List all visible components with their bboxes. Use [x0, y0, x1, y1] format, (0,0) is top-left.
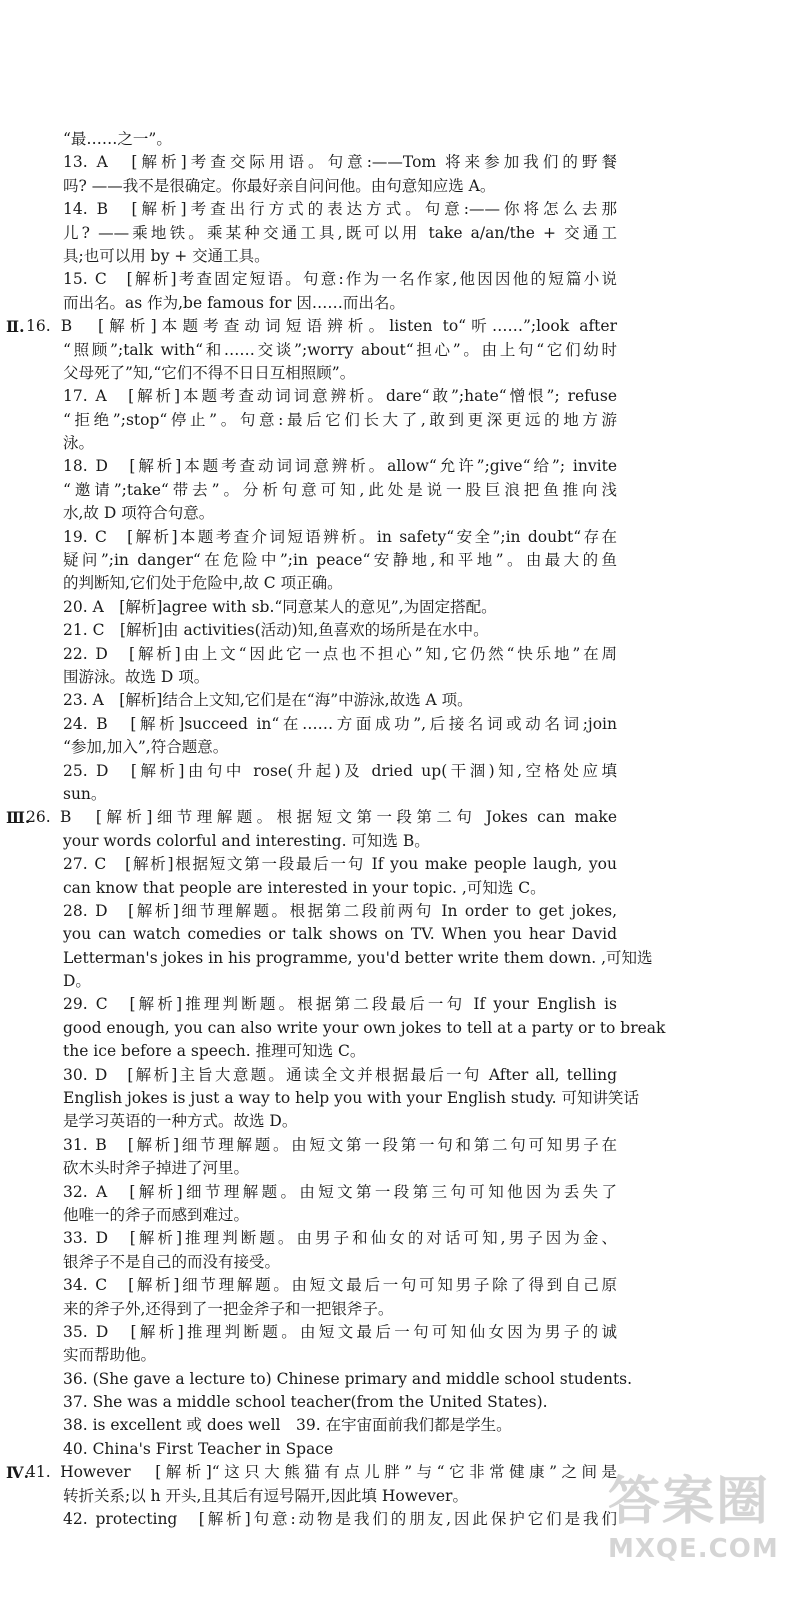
text-line [0, 1157, 803, 1180]
line-text: 36. (She gave a lecture to) Chinese primary and middle school students. [63, 1369, 633, 1388]
line-text: the ice before a speech. 推理可知选 C。 [63, 1042, 366, 1061]
text-line [0, 245, 803, 268]
text-line [0, 455, 803, 478]
text-line [0, 736, 803, 759]
text-line [0, 900, 803, 923]
text-line [0, 315, 803, 338]
text-line [0, 175, 803, 198]
text-line [0, 666, 803, 689]
text-line [0, 1134, 803, 1157]
line-text: English jokes is just a way to help you with your English study. 可知讲笑话 [63, 1089, 640, 1108]
line-text: 40. China's First Teacher in Space [63, 1439, 334, 1458]
text-line [0, 526, 803, 549]
line-text: 转折关系;以 h 开头,且其后有逗号隔开,因此填 However。 [63, 1486, 468, 1505]
text-line [0, 596, 803, 619]
line-text: good enough, you can also write your own jokes to tell at a party or to break [63, 1018, 666, 1037]
line-text: 17. A [解析]本题考查动词词意辨析。dare“敢”;hate“憎恨”; refuse [63, 387, 617, 406]
text-line [0, 1344, 803, 1367]
line-text: D。 [63, 972, 91, 991]
line-text: 27. C [解析]根据短文第一段最后一句 If you make people laugh, you [63, 855, 617, 874]
text-line [0, 1181, 803, 1204]
line-text: “邀请”;take“带去”。分析句意可知,此处是说一股巨浪把鱼推向浅 [63, 480, 617, 499]
line-text: “最……之一”。 [63, 130, 172, 148]
text-line [0, 432, 803, 455]
text-line [0, 362, 803, 385]
line-text: sun。 [63, 784, 107, 803]
line-text: 33. D [解析]推理判断题。由男子和仙女的对话可知,男子因为金、 [63, 1229, 617, 1248]
line-text: 37. She was a middle school teacher(from the United States). [63, 1393, 548, 1412]
line-text: 24. B [解析]succeed in“在……方面成功”,后接名词或动名词;join [63, 714, 617, 733]
line-text: 疑问”;in danger“在危险中”;in peace“安静地,和平地”。由最大的鱼 [63, 551, 617, 570]
line-text: 25. D [解析]由句中 rose(升起)及 dried up(干涸)知,空格处应填 [63, 761, 617, 780]
text-line [0, 947, 803, 970]
line-text: Letterman's jokes in his programme, you'd better write them down. ,可知选 [63, 948, 653, 967]
line-text: your words colorful and interesting. 可知选 B。 [63, 831, 430, 850]
line-text: 15. C [解析]考查固定短语。句意:作为一名作家,他因因他的短篇小说 [63, 270, 617, 289]
text-line [0, 409, 803, 432]
text-line [0, 1298, 803, 1321]
text-line [0, 806, 803, 829]
text-line [0, 1251, 803, 1274]
line-text: 水,故 D 项符合句意。 [63, 504, 215, 523]
line-text: “拒绝”;stop“停止”。句意:最后它们长大了,敢到更深更远的地方游 [63, 410, 617, 429]
text-line [0, 1368, 803, 1391]
line-text: 银斧子不是自己的而没有接受。 [63, 1252, 281, 1271]
line-text: 20. A [解析]agree with sb.“同意某人的意见”,为固定搭配。 [63, 597, 497, 616]
text-line [0, 1414, 803, 1437]
text-line [0, 1227, 803, 1250]
line-text: 吗? ——我不是很确定。你最好亲自问问他。由句意知应选 A。 [63, 176, 496, 195]
answer-document [0, 128, 803, 1531]
line-text: can know that people are interested in your topic. ,可知选 C。 [63, 878, 546, 897]
text-line [0, 1438, 803, 1461]
text-line [0, 549, 803, 572]
line-text: you can watch comedies or talk shows on TV. When you hear David [63, 925, 617, 944]
text-line [0, 1017, 803, 1040]
line-text: 31. B [解析]细节理解题。由短文第一段第一句和第二句可知男子在 [63, 1135, 617, 1154]
section-marker: Ⅱ. [6, 317, 25, 337]
line-text: 30. D [解析]主旨大意题。通读全文并根据最后一句 After all, telling [63, 1065, 617, 1084]
line-text: 泳。 [63, 434, 95, 453]
line-text: 是学习英语的一种方式。故选 D。 [63, 1112, 298, 1131]
text-line [0, 151, 803, 174]
text-line [0, 877, 803, 900]
line-text: 而出名。as 作为,be famous for 因……而出名。 [63, 293, 405, 312]
line-text: 16. B [解析]本题考查动词短语辨析。listen to“听……”;look after [26, 317, 617, 336]
text-line [0, 993, 803, 1016]
line-text: 42. protecting [解析]句意:动物是我们的朋友,因此保护它们是我们 [63, 1510, 617, 1529]
line-text: 儿? ——乘地铁。乘某种交通工具,既可以用 take a/an/the + 交通工 [63, 223, 617, 242]
watermark [608, 1470, 798, 1595]
text-line [0, 502, 803, 525]
line-text: 他唯一的斧子而感到难过。 [63, 1205, 250, 1224]
text-line [0, 1391, 803, 1414]
line-text: 14. B [解析]考查出行方式的表达方式。句意:——你将怎么去那 [63, 200, 617, 219]
text-line [0, 1064, 803, 1087]
text-line [0, 222, 803, 245]
line-text: 23. A [解析]结合上文知,它们是在“海”中游泳,故选 A 项。 [63, 691, 473, 710]
line-text: 21. C [解析]由 activities(活动)知,鱼喜欢的场所是在水中。 [63, 621, 489, 640]
watermark-url: MXQE.COM [608, 1534, 779, 1564]
line-text: 19. C [解析]本题考查介词短语辨析。in safety“安全”;in doubt“存在 [63, 527, 617, 546]
text-line [0, 923, 803, 946]
section-marker: Ⅳ. [6, 1463, 29, 1483]
line-text: 围游泳。故选 D 项。 [63, 667, 210, 686]
line-text: “参加,加入”,符合题意。 [63, 738, 229, 757]
line-text: 具;也可以用 by + 交通工具。 [63, 246, 270, 265]
text-line [0, 1040, 803, 1063]
text-line [0, 292, 803, 315]
text-line [0, 198, 803, 221]
line-text: 26. B [解析]细节理解题。根据短文第一段第二句 Jokes can make [26, 808, 617, 827]
line-text: 父母死了”知,“它们不得不日日互相照顾”。 [63, 363, 356, 382]
text-line [0, 385, 803, 408]
text-line [0, 128, 803, 151]
line-text: 29. C [解析]推理判断题。根据第二段最后一句 If your English is [63, 995, 617, 1014]
line-text: 22. D [解析]由上文“因此它一点也不担心”知,它仍然“快乐地”在周 [63, 644, 617, 663]
text-line [0, 1204, 803, 1227]
line-text: 的判断知,它们处于危险中,故 C 项正确。 [63, 574, 343, 593]
line-text: 38. is excellent 或 does well 39. 在宇宙面前我们都是学生。 [63, 1416, 512, 1435]
line-text: 来的斧子外,还得到了一把金斧子和一把银斧子。 [63, 1299, 394, 1318]
line-text: 18. D [解析]本题考查动词词意辨析。allow“允许”;give“给”; invite [63, 457, 617, 476]
line-text: 32. A [解析]细节理解题。由短文第一段第三句可知他因为丢失了 [63, 1182, 617, 1201]
line-text: 砍木头时斧子掉进了河里。 [63, 1159, 250, 1178]
line-text: 41. However [解析]“这只大熊猫有点儿胖”与“它非常健康”之间是 [26, 1463, 617, 1482]
text-line [0, 643, 803, 666]
text-line [0, 339, 803, 362]
text-line [0, 689, 803, 712]
text-line [0, 1274, 803, 1297]
text-line [0, 1321, 803, 1344]
text-line [0, 1087, 803, 1110]
line-text: 28. D [解析]细节理解题。根据第二段前两句 In order to get jokes, [63, 901, 617, 920]
line-text: 实而帮助他。 [63, 1346, 157, 1365]
text-line [0, 830, 803, 853]
text-line [0, 760, 803, 783]
line-text: 34. C [解析]细节理解题。由短文最后一句可知男子除了得到自己原 [63, 1276, 617, 1295]
line-text: 35. D [解析]推理判断题。由短文最后一句可知仙女因为男子的诚 [63, 1322, 617, 1341]
text-line [0, 572, 803, 595]
section-marker: Ⅲ. [6, 808, 31, 828]
text-line [0, 619, 803, 642]
text-line [0, 970, 803, 993]
text-line [0, 268, 803, 291]
line-text: 13. A [解析]考查交际用语。句意:——Tom 将来参加我们的野餐 [63, 153, 617, 172]
text-line [0, 713, 803, 736]
text-line [0, 479, 803, 502]
watermark-logo: 答案圈 [608, 1472, 771, 1532]
text-line [0, 853, 803, 876]
text-line [0, 1110, 803, 1133]
line-text: “照顾”;talk with“和……交谈”;worry about“担心”。由上句“它们幼时 [63, 340, 617, 359]
text-line [0, 783, 803, 806]
